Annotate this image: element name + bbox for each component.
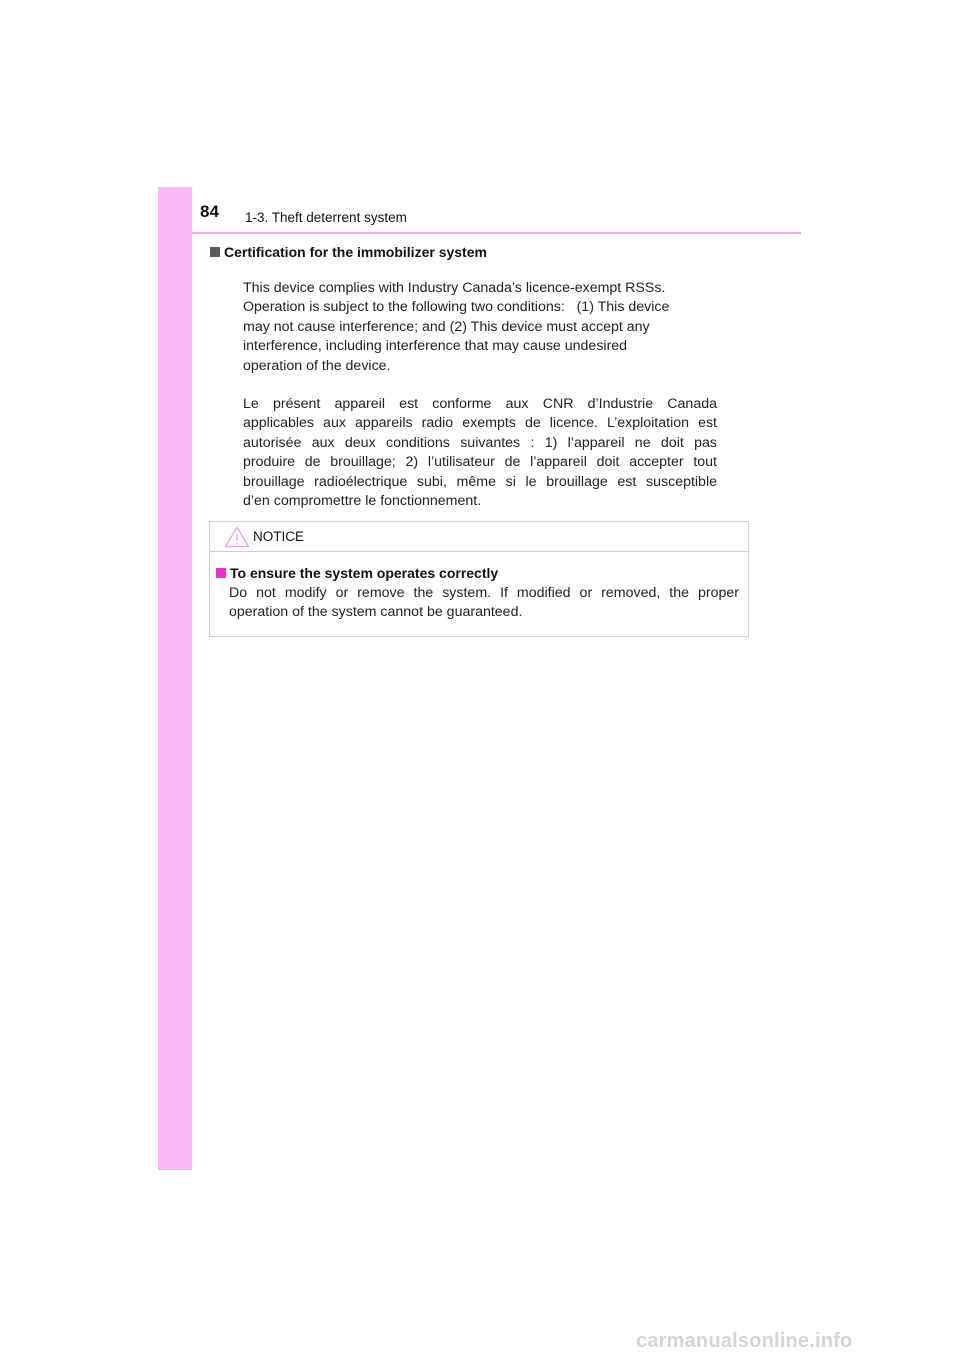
cert-en-line: This device complies with Industry Canada’s licence-exempt RSSs. (243, 280, 666, 296)
certification-heading-text: Certification for the immobilizer system (224, 244, 487, 260)
notice-box (209, 521, 749, 637)
square-bullet-icon (210, 247, 220, 257)
warning-triangle-icon (224, 526, 250, 548)
watermark: carmanualsonline.info (636, 1330, 853, 1352)
chapter-sidebar-tab (158, 187, 192, 1170)
certification-english-text (243, 279, 717, 376)
cert-fr-line: autorisée aux deux conditions suivantes : 1) l’appareil ne doit pas (243, 434, 717, 451)
cert-en-line: operation of the device. (243, 357, 391, 374)
cert-en-line: may not cause interference; and (2) This device must accept any (243, 318, 650, 335)
cert-fr-line: d’en compromettre le fonctionnement. (243, 492, 482, 509)
notice-body (229, 584, 739, 621)
section-title: 1-3. Theft deterrent system (245, 210, 407, 225)
cert-fr-line: Le présent appareil est conforme aux CNR d’Industrie Canada (243, 396, 717, 412)
certification-heading (210, 244, 487, 260)
cert-en-line: interference, including interference that may cause undesired (243, 338, 628, 355)
cert-en-line: Operation is subject to the following two conditions: (1) This device (243, 299, 670, 316)
square-bullet-icon (216, 568, 226, 578)
notice-heading (216, 565, 498, 581)
header-divider (192, 232, 801, 234)
page-number: 84 (200, 202, 219, 221)
notice-body-line: operation of the system cannot be guaranteed. (229, 603, 523, 620)
cert-fr-line: brouillage radioélectrique subi, même si le brouillage est susceptible (243, 473, 717, 490)
certification-french-text (243, 395, 717, 511)
cert-fr-line: applicables aux appareils radio exempts de licence. L’exploitation est (243, 415, 717, 432)
notice-body-line: Do not modify or remove the system. If modified or removed, the proper (229, 585, 739, 601)
notice-heading-text: To ensure the system operates correctly (230, 565, 499, 581)
cert-fr-line: produire de brouillage; 2) l’utilisateur de l’appareil doit accepter tout (243, 454, 717, 471)
notice-header (210, 522, 748, 552)
notice-label: NOTICE (253, 529, 305, 544)
